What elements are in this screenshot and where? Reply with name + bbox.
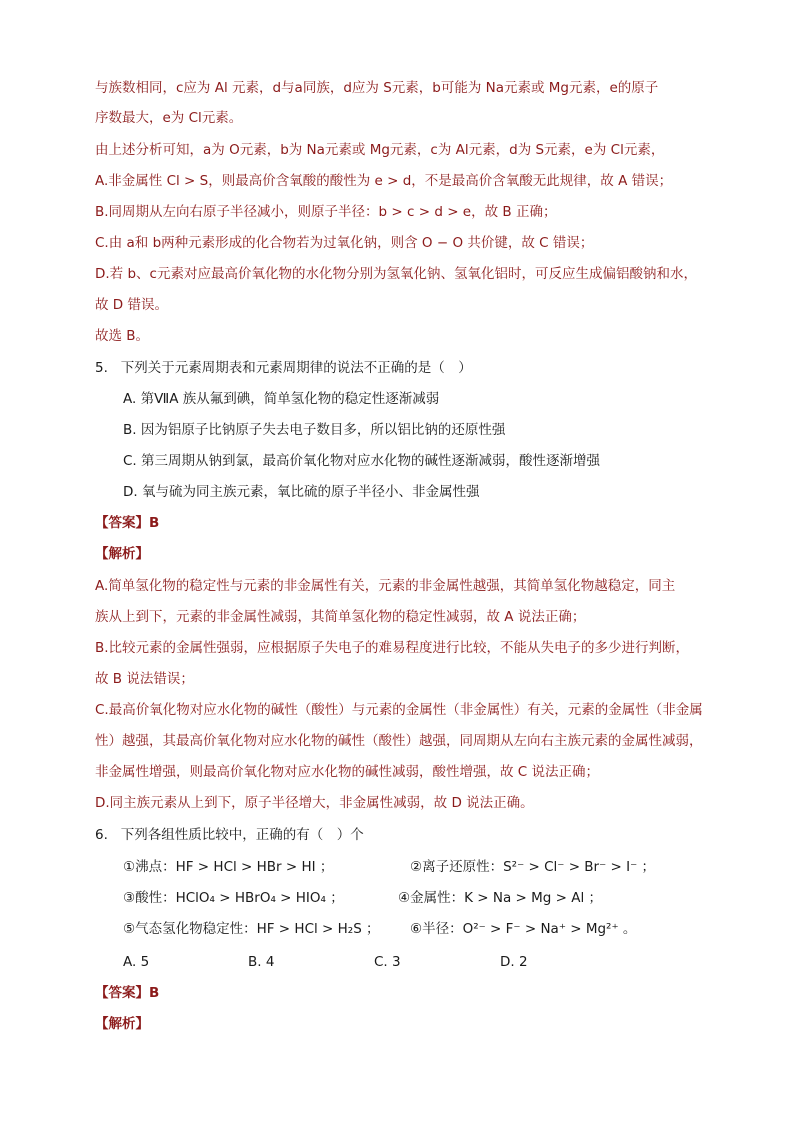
question-6-choice-b: B. 4 — [248, 954, 275, 970]
prev-analysis-line-7: D.若 b、c元素对应最高价氧化物的水化物分别为氢氧化钠、氢氧化铝时，可反应生成偏铝酸钠和水， — [95, 266, 697, 282]
question-6-item-4: ④金属性：K > Na > Mg > Al ； — [398, 890, 603, 906]
question-6-answer: 【答案】B — [95, 985, 160, 1001]
question-5-answer: 【答案】B — [95, 515, 160, 531]
question-6-analysis-label: 【解析】 — [95, 1016, 149, 1032]
prev-analysis-line-4: A.非金属性 Cl > S，则最高价含氧酸的酸性为 e > d，不是最高价含氧酸无此规律，故 A 错误； — [95, 173, 673, 189]
question-5-analysis-label: 【解析】 — [95, 546, 149, 562]
question-5-option-a: A. 第ⅦA 族从氟到碘，简单氢化物的稳定性逐渐减弱 — [123, 391, 440, 407]
question-6-item-6: ⑥半径：O²⁻ > F⁻ > Na⁺ > Mg²⁺ 。 — [410, 921, 637, 937]
question-5-analysis-line-2: 族从上到下，元素的非金属性减弱，其简单氢化物的稳定性减弱，故 A 说法正确； — [95, 609, 586, 625]
question-6-choice-c: C. 3 — [374, 954, 401, 970]
question-5-analysis-line-1: A.简单氢化物的稳定性与元素的非金属性有关，元素的非金属性越强，其简单氢化物越稳定，同主 — [95, 578, 676, 594]
prev-analysis-line-1: 与族数相同，c应为 Al 元素，d与a同族，d应为 S元素，b可能为 Na元素或 Mg元素，e的原子 — [95, 80, 659, 96]
prev-analysis-line-8: 故 D 错误。 — [95, 297, 168, 313]
question-5-analysis-line-5: C.最高价氧化物对应水化物的碱性（酸性）与元素的金属性（非金属性）有关，元素的金属性（非金属 — [95, 702, 703, 718]
question-5-analysis-line-4: 故 B 说法错误； — [95, 671, 194, 687]
question-5-option-d: D. 氧与硫为同主族元素，氧比硫的原子半径小、非金属性强 — [123, 484, 480, 500]
question-5-analysis-line-7: 非金属性增强，则最高价氧化物对应水化物的碱性减弱，酸性增强，故 C 说法正确； — [95, 764, 600, 780]
question-5-analysis-line-6: 性）越强，其最高价氧化物对应水化物的碱性（酸性）越强，同周期从左向右主族元素的金属性减弱， — [95, 733, 703, 749]
question-5-analysis-line-3: B.比较元素的金属性强弱，应根据原子失电子的难易程度进行比较，不能从失电子的多少进行判断， — [95, 640, 690, 656]
question-6-item-2: ②离子还原性：S²⁻ > Cl⁻ > Br⁻ > I⁻ ； — [410, 859, 656, 875]
question-6-choice-a: A. 5 — [123, 954, 150, 970]
prev-analysis-line-5: B.同周期从左向右原子半径减小，则原子半径：b > c > d > e，故 B 正确； — [95, 204, 557, 220]
question-5-option-b: B. 因为铝原子比钠原子失去电子数目多，所以铝比钠的还原性强 — [123, 422, 506, 438]
prev-analysis-line-9: 故选 B。 — [95, 328, 150, 344]
question-5-analysis-line-8: D.同主族元素从上到下，原子半径增大，非金属性减弱，故 D 说法正确。 — [95, 795, 534, 811]
question-5-stem: 5. 下列关于元素周期表和元素周期律的说法不正确的是（ ） — [95, 360, 472, 376]
question-6-item-5: ⑤气态氢化物稳定性：HF > HCl > H₂S ； — [123, 921, 380, 937]
question-6-choice-d: D. 2 — [500, 954, 528, 970]
question-5-option-c: C. 第三周期从钠到氯，最高价氧化物对应水化物的碱性逐渐减弱，酸性逐渐增强 — [123, 453, 601, 469]
prev-analysis-line-6: C.由 a和 b两种元素形成的化合物若为过氧化钠，则含 O − O 共价键，故 C 错误； — [95, 235, 594, 251]
prev-analysis-line-3: 由上述分析可知，a为 O元素，b为 Na元素或 Mg元素，c为 Al元素，d为 S元素，e为 Cl元素， — [95, 142, 665, 158]
question-6-item-3: ③酸性：HClO₄ > HBrO₄ > HIO₄ ； — [123, 890, 344, 906]
question-6-stem: 6. 下列各组性质比较中，正确的有（ ）个 — [95, 827, 364, 843]
prev-analysis-line-2: 序数最大，e为 Cl元素。 — [95, 110, 243, 126]
question-6-item-1: ①沸点：HF > HCl > HBr > HI ； — [123, 859, 334, 875]
